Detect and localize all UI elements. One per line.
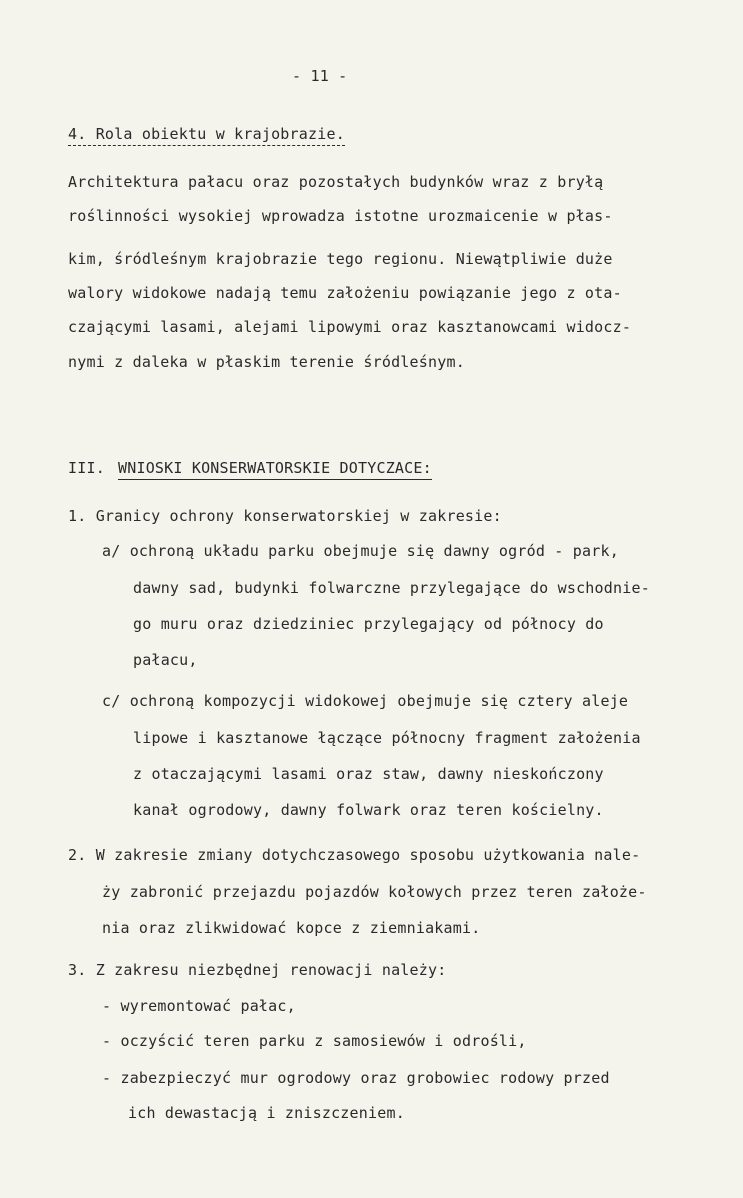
paragraph-line: Architektura pałacu oraz pozostałych budynków wraz z bryłą xyxy=(68,173,604,191)
page-number: - 11 - xyxy=(292,67,348,85)
item-3-title: 3. Z zakresu niezbędnej renowacji należy: xyxy=(68,961,447,979)
item-2-line: 2. W zakresie zmiany dotychczasowego sposobu użytkowania nale- xyxy=(68,846,641,864)
paragraph-line: roślinności wysokiej wprowadza istotne urozmaicenie w płas- xyxy=(68,207,613,225)
item-1c-line: lipowe i kasztanowe łączące północny fragment założenia xyxy=(133,729,641,747)
paragraph-line: nymi z daleka w płaskim terenie śródleśnym. xyxy=(68,353,465,371)
paragraph-line: czającymi lasami, alejami lipowymi oraz kasztanowcami widocz- xyxy=(68,318,632,336)
section-3-heading: WNIOSKI KONSERWATORSKIE DOTYCZACE: xyxy=(118,458,432,480)
paragraph-line: walory widokowe nadają temu założeniu powiązanie jego z ota- xyxy=(68,284,622,302)
item-1-title: 1. Granicy ochrony konserwatorskiej w zakresie: xyxy=(68,507,502,525)
section-3-number: III. xyxy=(68,459,105,477)
item-3-bullet: - oczyścić teren parku z samosiewów i odrośli, xyxy=(102,1032,527,1050)
item-2-line: nia oraz zlikwidować kopce z ziemniakami. xyxy=(102,919,481,937)
item-2-line: ży zabronić przejazdu pojazdów kołowych przez teren założe- xyxy=(102,883,647,901)
item-1c-line: kanał ogrodowy, dawny folwark oraz teren kościelny. xyxy=(133,801,604,819)
section-4-heading: 4. Rola obiektu w krajobrazie. xyxy=(68,124,345,146)
item-1c-line: c/ ochroną kompozycji widokowej obejmuje się cztery aleje xyxy=(102,692,629,710)
item-1a-line: go muru oraz dziedziniec przylegający od północy do xyxy=(133,615,604,633)
item-3-bullet: - zabezpieczyć mur ogrodowy oraz grobowiec rodowy przed xyxy=(102,1069,610,1087)
item-1a-line: a/ ochroną układu parku obejmuje się dawny ogród - park, xyxy=(102,542,619,560)
item-1a-line: pałacu, xyxy=(133,651,198,669)
item-1c-line: z otaczającymi lasami oraz staw, dawny nieskończony xyxy=(133,765,604,783)
item-3-bullet: ich dewastacją i zniszczeniem. xyxy=(128,1104,405,1122)
paragraph-line: kim, śródleśnym krajobrazie tego regionu. Niewątpliwie duże xyxy=(68,250,613,268)
item-3-bullet: - wyremontować pałac, xyxy=(102,997,296,1015)
item-1a-line: dawny sad, budynki folwarczne przylegające do wschodnie- xyxy=(133,579,650,597)
